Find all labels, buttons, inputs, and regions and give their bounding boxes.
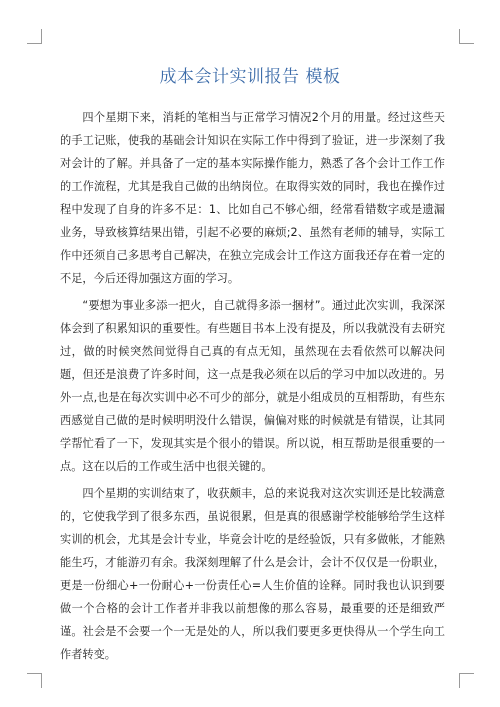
document-body: [60, 106, 445, 670]
crop-mark-bottom-right: [459, 673, 474, 688]
paragraph-1: 四个星期下来，消耗的笔相当与正常学习情况2个月的用量。经过这些天的手工记账，使我的基础会计知识在实际工作中得到了验证，进一步深刻了我对会计的了解。并具备了一定的基本实际操作能力，熟悉了各个会计工作工作的工作流程，尤其是我自己做的出纳岗位。在取得实效的同时，我也在操作过程中发现了自身的许多不足：1、比如自己不够心细，经常看错数字或是遗漏业务，导致核算结果出错，引起不必要的麻烦;2、虽然有老师的辅导，实际工作中还须自己多思考自己解决，在独立完成会计工作这方面我还存在着一定的不足，今后还得加强这方面的学习。: [60, 111, 445, 285]
document-title: 成本会计实训报告 模板: [159, 67, 341, 87]
paragraph-3: 四个星期的实训结束了，收获颇丰，总的来说我对这次实训还是比较满意的，它使我学到了很多东西，虽说很累，但是真的很感谢学校能够给学生这样实训的机会，尤其是会计专业，毕竟会计吃的是经验饭，只有多做帐，才能熟能生巧，才能游刃有余。我深刻理解了什么是会计，会计不仅仅是一份职业，更是一份细心+一份耐心+一份责任心=人生价值的诠释。同时我也认识到要做一个合格的会计工作者并非我以前想像的那么容易，最重要的还是细致严谨。社会是不会要一个一无是处的人，所以我们要更多更快得从一个学生向工作者转变。: [60, 487, 445, 661]
paragraph-2: “要想为事业多添一把火，自己就得多添一捆材”。通过此次实训，我深深体会到了积累知识的重要性。有些题目书本上没有提及，所以我就没有去研究过，做的时候突然间觉得自己真的有点无知，虽然现在去看依然可以解决问题，但还是浪费了许多时间，这一点是我必须在以后的学习中加以改进的。另外一点,也是在每次实训中必不可少的部分，就是小组成员的互相帮助，有些东西感觉自己做的是时候明明没什么错误，偏偏对账的时候就是有错误，让其同学帮忙看了一下，发现其实是个很小的错误。所以说，相互帮助是很重要的一点。这在以后的工作或生活中也很关键的。: [60, 299, 445, 473]
crop-mark-top-left: [27, 29, 42, 44]
crop-mark-top-right: [459, 29, 474, 44]
crop-mark-bottom-left: [27, 673, 42, 688]
